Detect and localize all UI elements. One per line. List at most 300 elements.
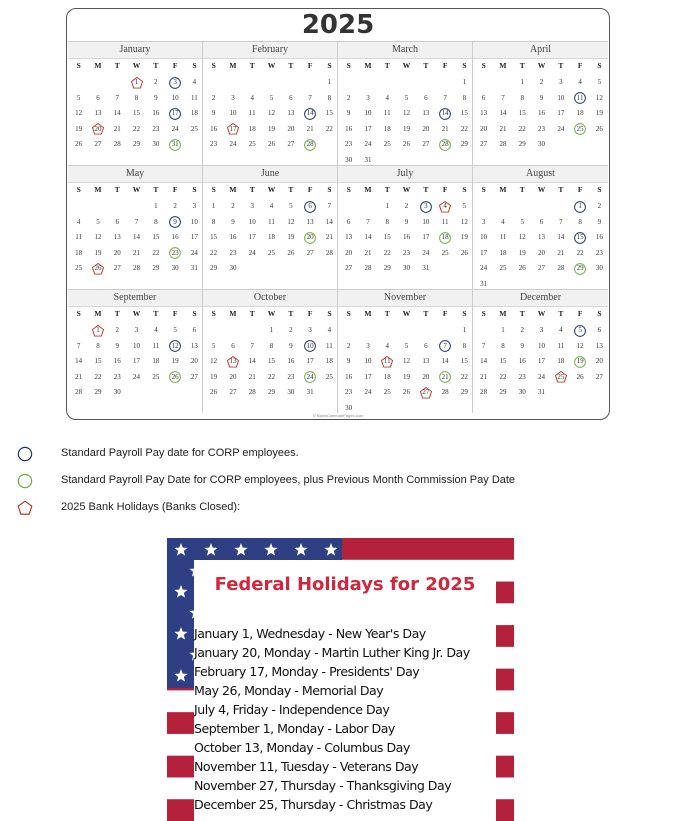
- day-cell: [165, 354, 184, 370]
- day-cell: [165, 122, 184, 138]
- weekday-header: W: [402, 185, 411, 194]
- day-number: 17: [538, 357, 546, 365]
- day-number: 17: [557, 109, 565, 117]
- day-number: 26: [518, 264, 526, 272]
- day-cell: [281, 122, 300, 138]
- day-cell: [88, 106, 107, 122]
- day-number: 10: [171, 93, 179, 102]
- day-number: 7: [134, 217, 139, 226]
- day-number: 4: [154, 326, 158, 334]
- federal-holidays-list: [194, 624, 470, 814]
- weekday-header: S: [597, 61, 602, 70]
- day-number: 16: [229, 233, 237, 241]
- empty-day-cell: [127, 199, 146, 215]
- day-cell: [185, 261, 204, 277]
- day-cell: [320, 122, 339, 138]
- day-cell: [590, 106, 609, 122]
- day-number: 27: [422, 388, 430, 396]
- weekday-header-row: [203, 183, 337, 197]
- day-cell: [262, 106, 281, 122]
- day-number: 9: [346, 109, 351, 117]
- day-number: 12: [576, 341, 584, 350]
- day-cell: [88, 354, 107, 370]
- day-number: 11: [383, 109, 391, 117]
- day-cell: [339, 215, 358, 231]
- day-cell: [69, 261, 88, 277]
- weekday-header: S: [192, 185, 197, 194]
- day-number: 31: [306, 388, 314, 396]
- day-number: 24: [538, 372, 546, 381]
- day-number: 29: [460, 388, 468, 396]
- empty-day-cell: [435, 323, 454, 339]
- day-number: 14: [499, 109, 507, 117]
- day-number: 4: [269, 202, 274, 210]
- day-number: 19: [94, 248, 102, 257]
- day-number: 16: [152, 109, 160, 117]
- day-cell: [397, 137, 416, 153]
- day-number: 24: [480, 264, 488, 272]
- day-cell: [69, 370, 88, 386]
- day-number: 5: [520, 217, 524, 226]
- federal-holiday-item: January 1, Wednesday - New Year's Day: [194, 626, 426, 641]
- day-number: 18: [75, 248, 83, 257]
- day-number: 10: [422, 217, 430, 226]
- day-number: 24: [133, 372, 141, 381]
- day-cell: [146, 137, 165, 153]
- day-cell: [223, 354, 242, 370]
- day-cell: [493, 370, 512, 386]
- day-cell: [223, 215, 242, 231]
- day-cell: [551, 122, 570, 138]
- day-cell: [397, 339, 416, 355]
- day-cell: [513, 261, 532, 277]
- day-number: 16: [403, 233, 411, 241]
- day-number: 4: [76, 217, 81, 226]
- day-number: 24: [229, 140, 237, 148]
- day-number: 17: [364, 124, 372, 133]
- day-cell: [69, 91, 88, 107]
- federal-holiday-item: November 27, Thursday - Thanksgiving Day: [194, 778, 452, 793]
- day-number: 8: [462, 93, 467, 102]
- day-grid: [473, 75, 608, 153]
- day-number: 29: [152, 264, 160, 272]
- day-number: 3: [539, 326, 544, 334]
- day-cell: [69, 230, 88, 246]
- day-cell: [281, 106, 300, 122]
- day-number: 26: [403, 140, 411, 148]
- day-number: 25: [499, 264, 507, 272]
- day-number: 25: [383, 140, 391, 148]
- month-june: [203, 165, 338, 289]
- day-number: 13: [345, 233, 353, 241]
- day-cell: [397, 230, 416, 246]
- day-number: 18: [383, 372, 391, 381]
- day-number: 21: [325, 233, 333, 241]
- calendar-credit: © BlankCalendarPages.com: [312, 413, 364, 418]
- day-cell: [243, 385, 262, 401]
- weekday-header: F: [577, 61, 583, 70]
- day-cell: [551, 323, 570, 339]
- day-number: 8: [154, 217, 158, 226]
- day-cell: [378, 215, 397, 231]
- weekday-header: F: [442, 309, 448, 318]
- day-number: 10: [538, 341, 546, 350]
- day-number: 12: [171, 341, 179, 350]
- empty-day-cell: [69, 75, 88, 91]
- day-cell: [378, 106, 397, 122]
- day-cell: [474, 339, 493, 355]
- day-cell: [513, 137, 532, 153]
- day-cell: [570, 354, 589, 370]
- day-cell: [590, 261, 609, 277]
- day-number: 11: [75, 233, 83, 241]
- day-number: 24: [557, 124, 565, 133]
- day-number: 7: [250, 341, 254, 350]
- empty-day-cell: [435, 75, 454, 91]
- day-number: 22: [499, 372, 507, 381]
- day-number: 21: [499, 124, 507, 133]
- day-cell: [474, 261, 493, 277]
- empty-day-cell: [493, 75, 512, 91]
- empty-day-cell: [69, 323, 88, 339]
- day-cell: [69, 215, 88, 231]
- day-number: 14: [113, 109, 121, 117]
- day-number: 18: [441, 233, 449, 241]
- weekday-header: T: [423, 185, 429, 194]
- day-cell: [474, 230, 493, 246]
- day-number: 2: [115, 326, 119, 334]
- day-number: 25: [75, 264, 83, 272]
- federal-holiday-item: January 20, Monday - Martin Luther King Jr. Day: [194, 645, 470, 660]
- day-cell: [455, 122, 474, 138]
- day-number: 21: [248, 372, 256, 381]
- day-cell: [532, 261, 551, 277]
- day-cell: [339, 106, 358, 122]
- day-cell: [300, 91, 319, 107]
- day-number: 6: [424, 341, 428, 350]
- day-number: 21: [441, 372, 449, 381]
- weekday-header: T: [249, 185, 255, 194]
- weekday-header: S: [76, 61, 81, 70]
- day-number: 15: [576, 233, 584, 241]
- empty-day-cell: [108, 199, 127, 215]
- weekday-header-row: [473, 183, 608, 197]
- day-cell: [108, 215, 127, 231]
- day-cell: [243, 339, 262, 355]
- day-cell: [513, 323, 532, 339]
- day-cell: [243, 354, 262, 370]
- day-cell: [532, 323, 551, 339]
- day-cell: [551, 230, 570, 246]
- day-number: 9: [289, 341, 293, 350]
- day-cell: [185, 323, 204, 339]
- day-cell: [493, 137, 512, 153]
- day-number: 19: [75, 124, 83, 133]
- day-cell: [223, 122, 242, 138]
- day-cell: [397, 354, 416, 370]
- day-number: 7: [366, 217, 370, 226]
- day-cell: [358, 137, 377, 153]
- day-cell: [88, 230, 107, 246]
- day-cell: [320, 91, 339, 107]
- weekday-header: T: [114, 309, 120, 318]
- day-cell: [513, 339, 532, 355]
- day-cell: [532, 137, 551, 153]
- day-cell: [300, 339, 319, 355]
- day-cell: [397, 91, 416, 107]
- day-cell: [416, 370, 435, 386]
- day-grid: [203, 199, 337, 277]
- day-cell: [320, 106, 339, 122]
- month-name: May: [68, 166, 202, 183]
- month-name: January: [68, 42, 202, 59]
- day-number: 24: [364, 388, 372, 396]
- weekday-header: F: [172, 185, 178, 194]
- day-cell: [570, 106, 589, 122]
- day-number: 6: [231, 341, 235, 350]
- day-number: 2: [597, 202, 602, 210]
- day-cell: [262, 215, 281, 231]
- day-number: 26: [268, 140, 276, 148]
- empty-day-cell: [281, 75, 300, 91]
- day-number: 27: [345, 264, 353, 272]
- day-cell: [435, 122, 454, 138]
- day-number: 1: [385, 202, 389, 210]
- empty-day-cell: [416, 75, 435, 91]
- day-cell: [69, 385, 88, 401]
- day-cell: [204, 261, 223, 277]
- day-cell: [320, 339, 339, 355]
- day-number: 17: [171, 109, 179, 117]
- day-cell: [551, 354, 570, 370]
- day-number: 15: [210, 233, 218, 241]
- month-name: August: [473, 166, 608, 183]
- day-cell: [513, 230, 532, 246]
- day-number: 5: [404, 93, 409, 102]
- weekday-header: S: [462, 185, 467, 194]
- day-cell: [185, 230, 204, 246]
- day-number: 8: [269, 341, 274, 350]
- day-number: 11: [268, 217, 275, 226]
- day-number: 18: [499, 248, 507, 257]
- federal-holiday-item: May 26, Monday - Memorial Day: [194, 683, 384, 698]
- day-number: 9: [404, 217, 409, 226]
- day-number: 19: [287, 233, 295, 241]
- day-cell: [108, 246, 127, 262]
- federal-holidays-card: [167, 538, 514, 821]
- day-cell: [300, 215, 319, 231]
- day-cell: [146, 261, 165, 277]
- day-cell: [435, 230, 454, 246]
- weekday-header: F: [172, 309, 178, 318]
- month-december: [473, 289, 608, 413]
- day-number: 7: [559, 217, 563, 226]
- day-cell: [281, 215, 300, 231]
- day-number: 24: [422, 248, 430, 257]
- day-number: 23: [345, 388, 353, 396]
- day-number: 6: [481, 93, 486, 102]
- day-number: 21: [557, 248, 565, 257]
- day-number: 6: [597, 326, 602, 334]
- day-number: 20: [595, 357, 603, 365]
- weekday-header: T: [249, 61, 255, 70]
- day-cell: [223, 91, 242, 107]
- day-number: 16: [595, 233, 603, 241]
- weekday-header: T: [384, 61, 390, 70]
- day-number: 8: [327, 93, 332, 102]
- day-number: 1: [501, 326, 505, 334]
- day-number: 8: [385, 217, 389, 226]
- day-cell: [339, 122, 358, 138]
- calendar-month-grid: [68, 41, 608, 413]
- day-number: 28: [441, 388, 449, 396]
- day-cell: [108, 339, 127, 355]
- day-number: 3: [366, 93, 370, 102]
- day-number: 7: [481, 341, 486, 350]
- day-cell: [146, 354, 165, 370]
- day-cell: [358, 370, 377, 386]
- federal-holiday-item: October 13, Monday - Columbus Day: [194, 740, 410, 755]
- day-cell: [551, 370, 570, 386]
- day-cell: [146, 215, 165, 231]
- weekday-header: T: [558, 309, 564, 318]
- green-circle-icon: [17, 473, 33, 489]
- day-cell: [300, 122, 319, 138]
- empty-day-cell: [474, 323, 493, 339]
- day-cell: [474, 122, 493, 138]
- weekday-header-row: [68, 183, 202, 197]
- day-cell: [108, 91, 127, 107]
- day-number: 18: [383, 124, 391, 133]
- day-cell: [474, 215, 493, 231]
- day-number: 13: [480, 109, 488, 117]
- day-cell: [165, 199, 184, 215]
- day-cell: [358, 106, 377, 122]
- day-cell: [570, 91, 589, 107]
- day-cell: [300, 106, 319, 122]
- day-cell: [532, 230, 551, 246]
- day-number: 22: [94, 372, 102, 381]
- legend-text: Standard Payroll Pay date for CORP employees.: [61, 447, 299, 459]
- day-cell: [204, 91, 223, 107]
- weekday-header: T: [519, 185, 525, 194]
- day-cell: [262, 323, 281, 339]
- day-cell: [243, 215, 262, 231]
- day-number: 7: [115, 93, 119, 102]
- day-cell: [88, 137, 107, 153]
- day-number: 28: [499, 140, 507, 148]
- weekday-header: S: [462, 61, 467, 70]
- day-number: 29: [94, 388, 102, 396]
- day-number: 23: [152, 124, 160, 133]
- day-cell: [493, 354, 512, 370]
- weekday-header: T: [558, 61, 564, 70]
- weekday-header: M: [94, 185, 102, 194]
- empty-day-cell: [339, 323, 358, 339]
- red-pentagon-icon: [17, 500, 33, 516]
- day-cell: [493, 261, 512, 277]
- day-number: 14: [133, 233, 141, 241]
- day-cell: [223, 261, 242, 277]
- weekday-header-row: [338, 183, 472, 197]
- day-cell: [300, 370, 319, 386]
- day-cell: [493, 106, 512, 122]
- day-cell: [243, 106, 262, 122]
- day-number: 13: [422, 109, 430, 117]
- day-number: 3: [424, 202, 428, 210]
- day-cell: [281, 323, 300, 339]
- day-number: 17: [248, 233, 256, 241]
- empty-day-cell: [339, 75, 358, 91]
- weekday-header: S: [211, 61, 216, 70]
- month-name: December: [473, 290, 608, 307]
- calendar-year-title: 2025: [301, 10, 375, 40]
- day-cell: [358, 230, 377, 246]
- day-number: 15: [499, 357, 507, 365]
- day-number: 3: [231, 93, 235, 102]
- day-cell: [204, 230, 223, 246]
- day-number: 8: [134, 93, 139, 102]
- day-grid: [338, 75, 472, 168]
- day-cell: [358, 385, 377, 401]
- day-cell: [590, 354, 609, 370]
- day-cell: [532, 385, 551, 401]
- day-cell: [551, 91, 570, 107]
- day-number: 19: [268, 124, 276, 133]
- day-number: 30: [345, 155, 353, 164]
- day-cell: [416, 215, 435, 231]
- day-number: 31: [422, 264, 430, 272]
- day-number: 14: [364, 233, 372, 241]
- day-number: 17: [364, 372, 372, 381]
- weekday-header: W: [267, 185, 276, 194]
- weekday-header: F: [307, 61, 313, 70]
- day-cell: [435, 354, 454, 370]
- day-cell: [300, 323, 319, 339]
- day-number: 5: [578, 326, 582, 334]
- day-number: 29: [499, 388, 507, 396]
- day-cell: [590, 91, 609, 107]
- day-cell: [416, 122, 435, 138]
- day-cell: [320, 370, 339, 386]
- day-cell: [590, 323, 609, 339]
- day-cell: [378, 246, 397, 262]
- day-cell: [590, 75, 609, 91]
- day-number: 14: [480, 357, 488, 365]
- empty-day-cell: [223, 323, 242, 339]
- day-number: 29: [383, 264, 391, 272]
- day-cell: [262, 370, 281, 386]
- day-number: 9: [211, 109, 216, 117]
- day-number: 19: [595, 109, 603, 117]
- empty-day-cell: [358, 199, 377, 215]
- day-number: 19: [403, 124, 411, 133]
- day-cell: [513, 75, 532, 91]
- day-cell: [435, 215, 454, 231]
- empty-day-cell: [397, 323, 416, 339]
- day-cell: [435, 106, 454, 122]
- federal-holiday-item: February 17, Monday - Presidents' Day: [194, 664, 420, 679]
- day-cell: [108, 354, 127, 370]
- month-march: [338, 41, 473, 165]
- day-number: 28: [364, 264, 372, 272]
- day-number: 23: [518, 372, 526, 381]
- day-number: 20: [422, 372, 430, 381]
- day-cell: [339, 246, 358, 262]
- empty-day-cell: [108, 75, 127, 91]
- day-number: 16: [345, 372, 353, 381]
- weekday-header: W: [132, 185, 141, 194]
